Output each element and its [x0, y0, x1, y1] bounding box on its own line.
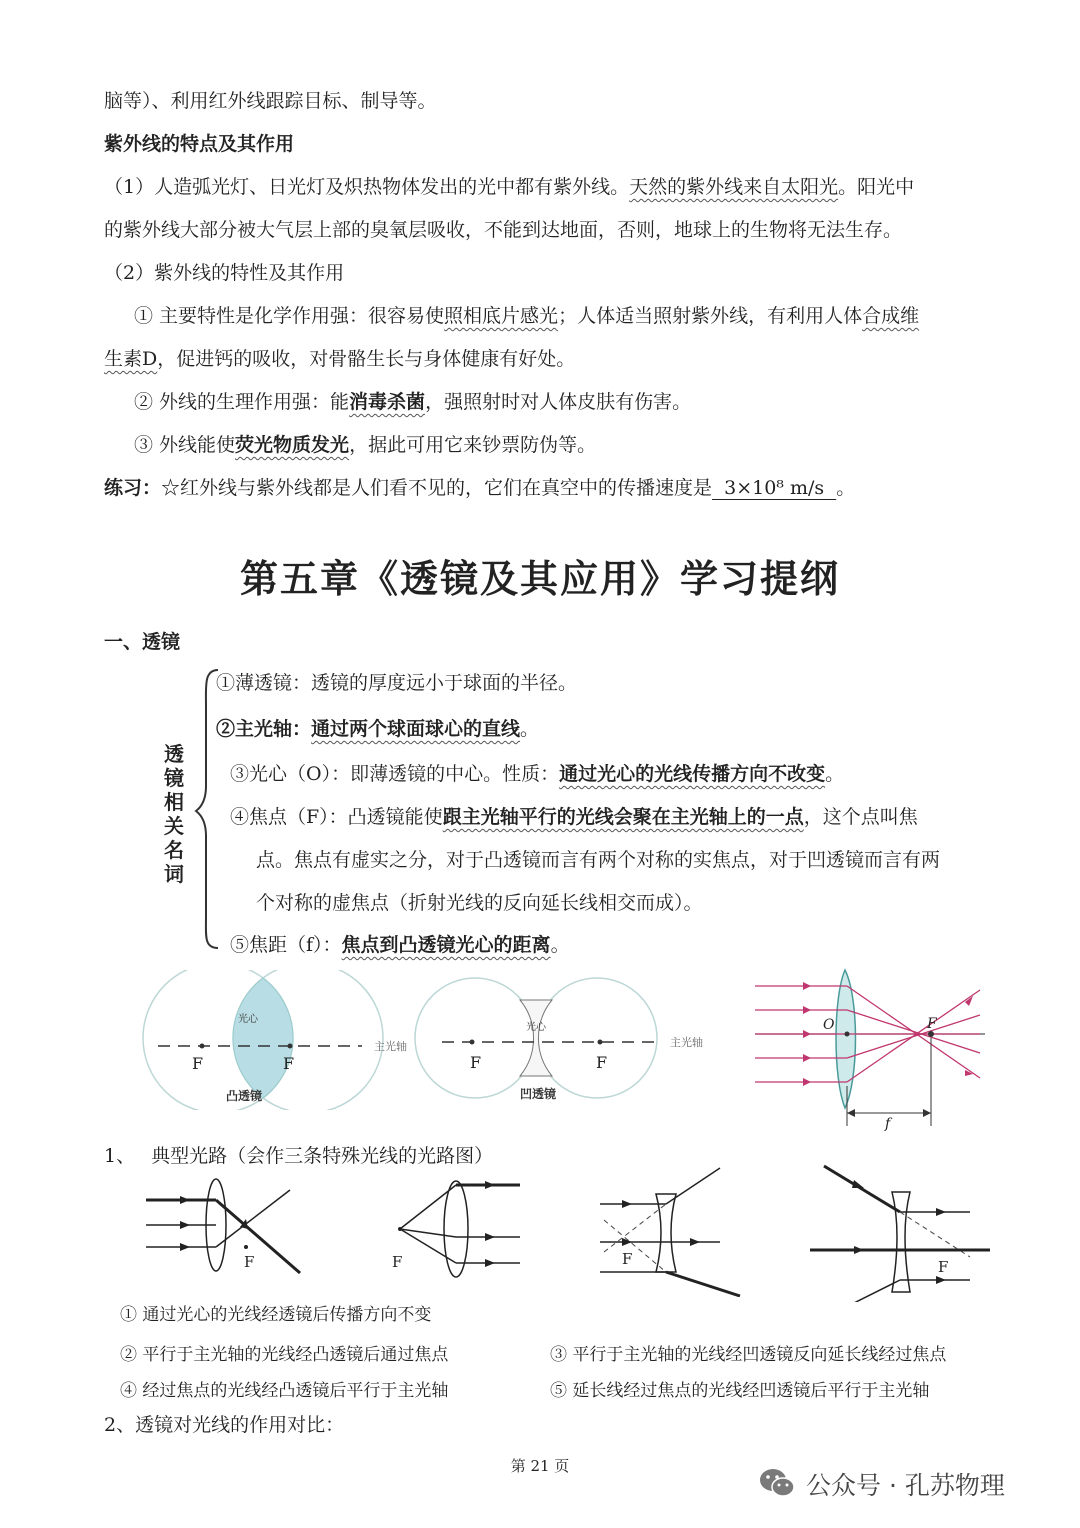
uv-heading: 紫外线的特点及其作用 [104, 133, 295, 155]
axis-label: 主光轴 [670, 1036, 703, 1049]
text: ④焦点（F）：凸透镜能使 [230, 806, 443, 828]
term-label: ②主光轴： [216, 718, 312, 740]
concave-path-diagram-2 [810, 1162, 995, 1302]
text: ② 外线的生理作用强：能 [134, 391, 350, 413]
emphasis-text: 跟主光轴平行的光线会聚在主光轴上的一点 [442, 806, 804, 828]
caption-2: ② 平行于主光轴的光线经凸透镜后通过焦点 [120, 1345, 449, 1365]
exercise-answer: 3×10⁸ m/s [712, 477, 837, 499]
focus-label: F [392, 1253, 403, 1271]
text-line: 点。焦点有虚实之分，对于凸透镜而言有两个对称的实焦点，对于凹透镜而言有两 [256, 849, 941, 871]
section-heading: 一、透镜 [104, 631, 181, 653]
section-heading-2: 2、透镜对光线的作用对比： [104, 1414, 345, 1436]
text: 。 [550, 934, 570, 956]
text: ③光心（O）：即薄透镜的中心。性质： [230, 763, 560, 785]
chapter-title: 第五章《透镜及其应用》学习提纲 [239, 556, 840, 601]
lens-label: 凹透镜 [520, 1087, 557, 1101]
focus-label: F [192, 1054, 204, 1073]
text: ③ 外线能使 [134, 434, 236, 456]
focus-label: F [622, 1250, 633, 1268]
page-number: 第 21 页 [510, 1457, 570, 1475]
item-2 [134, 387, 691, 414]
emphasis-text: 通过光心的光线传播方向不改变 [559, 763, 826, 785]
wechat-icon [757, 1463, 797, 1503]
heading-text: 典型光路（会作三条特殊光线的光路图） [151, 1145, 494, 1167]
item-1-cont [104, 344, 575, 371]
text: ⑤焦距（f）： [230, 934, 342, 956]
caption-1: ① 通过光心的光线经透镜后传播方向不变 [120, 1305, 432, 1325]
text: ，据此可用它来钞票防伪等。 [349, 434, 597, 456]
axis-label: 主光轴 [374, 1040, 407, 1053]
concave-path-diagram-1 [600, 1162, 750, 1297]
text: 。 [825, 763, 845, 785]
item-3 [134, 430, 596, 457]
emphasis-text: 通过两个球面球心的直线 [311, 718, 521, 740]
text: ☆红外线与紫外线都是人们看不见的，它们在真空中的传播速度是 [161, 477, 713, 499]
emphasis-text: 生素D [104, 348, 158, 370]
focus-label: F [596, 1053, 608, 1072]
text-line: 个对称的虚焦点（折射光线的反向延长线相交而成）。 [256, 892, 703, 914]
term-focal-length [230, 930, 570, 957]
text-line: 脑等）、利用红外线跟踪目标、制导等。 [104, 90, 437, 112]
exercise [104, 473, 855, 500]
emphasis-text: 照相底片感光 [444, 305, 559, 327]
text: （1）人造弧光灯、日光灯及炽热物体发出的光中都有紫外线。 [104, 176, 630, 198]
text: ，这个点叫焦 [803, 806, 918, 828]
term-focus [230, 802, 918, 829]
concave-lens-diagram [410, 970, 720, 1110]
text-line: （2）紫外线的特性及其作用 [104, 262, 345, 284]
emphasis-text: 合成维 [862, 305, 920, 327]
center-label: 光心 [526, 1022, 546, 1033]
emphasis-text: 焦点到凸透镜光心的距离 [341, 934, 551, 956]
item-1 [134, 301, 919, 328]
term-main-axis [216, 714, 539, 741]
paragraph-1 [104, 172, 914, 199]
text: 。 [520, 718, 540, 740]
text-line: 的紫外线大部分被大气层上部的臭氧层吸收，不能到达地面，否则，地球上的生物将无法生存。 [104, 219, 903, 241]
caption-4: ④ 经过焦点的光线经凸透镜后平行于主光轴 [120, 1381, 449, 1401]
focus-label: F [470, 1053, 482, 1072]
text: ；人体适当照射紫外线，有利用人体 [558, 305, 863, 327]
focus-label: F [283, 1054, 295, 1073]
focal-length-diagram [755, 968, 990, 1133]
heading-number: 1、 [104, 1145, 136, 1167]
text: ① 主要特性是化学作用强：很容易使 [134, 305, 445, 327]
text: ，促进钙的吸收，对骨骼生长与身体健康有好处。 [157, 348, 576, 370]
text: 。 [836, 477, 856, 499]
convex-lens-diagram [140, 970, 430, 1110]
lens-label: 凸透镜 [226, 1089, 263, 1103]
watermark-text: 公众号 · 孔苏物理 [806, 1471, 1005, 1500]
focus-label: F [927, 1016, 937, 1032]
term-thin-lens: ①薄透镜：透镜的厚度远小于球面的半径。 [216, 672, 578, 694]
focus-label: F [244, 1253, 255, 1271]
convex-path-diagram-1 [140, 1175, 315, 1275]
caption-5: ⑤ 延长线经过焦点的光线经凹透镜后平行于主光轴 [550, 1381, 930, 1401]
emphasis-text: 天然的紫外线来自太阳光 [629, 176, 839, 198]
optical-center-label: O [823, 1017, 835, 1033]
brace-icon [194, 666, 224, 956]
text: ，强照射时对人体皮肤有伤害。 [425, 391, 692, 413]
focal-length-label: f [885, 1116, 891, 1132]
emphasis-text: 荧光物质发光 [235, 434, 350, 456]
emphasis-text: 消毒杀菌 [349, 391, 426, 413]
center-label: 光心 [238, 1014, 258, 1025]
caption-3: ③ 平行于主光轴的光线经凹透镜反向延长线经过焦点 [550, 1345, 947, 1365]
text: 。阳光中 [838, 176, 915, 198]
typical-heading [104, 1141, 493, 1168]
term-optical-center [230, 759, 844, 786]
exercise-label: 练习： [104, 477, 162, 499]
brace-label: 透镜相关名词 [164, 742, 184, 886]
convex-path-diagram-2 [360, 1175, 530, 1280]
focus-label: F [938, 1258, 949, 1276]
